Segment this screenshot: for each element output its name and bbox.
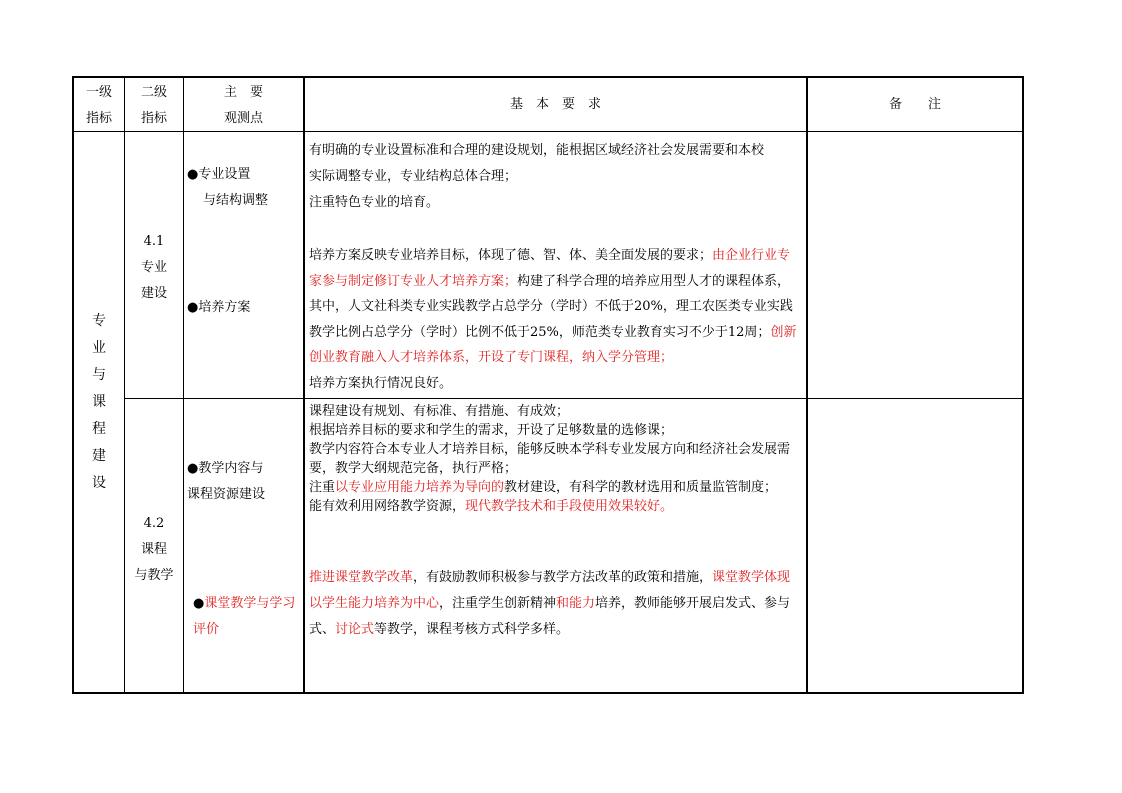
section2-req2-s8: 等教学，课程考核方式科学多样。: [374, 622, 570, 637]
table-row-divider: [124, 398, 1024, 399]
header-level1: [74, 80, 124, 132]
section2-req1-l2: 根据培养目标的要求和学生的需求，开设了足够数量的选修课；: [309, 423, 674, 438]
section1-requirement-1: [305, 138, 806, 216]
section1-req2-seg5: 培养方案执行情况良好。: [309, 375, 453, 391]
header-requirement: 基 本 要 求: [509, 97, 601, 112]
table-border-right: [1022, 76, 1024, 694]
table-border-top: [72, 76, 1024, 78]
section2-req2-s7: 讨论式: [335, 622, 375, 637]
header-observe: [184, 80, 303, 132]
section1-code: 4.1: [143, 234, 165, 249]
section2-req2-s2: ，有鼓励教师积极参与教学方法改革的政策和措施，: [413, 570, 713, 585]
header-level2-line1: 二级: [140, 85, 167, 100]
section1-requirement-2: [305, 243, 806, 396]
section2-point2-text: 课堂教学与学习评价: [193, 596, 296, 637]
section2-req2-s4: ，注重学生创新精神: [439, 596, 557, 611]
table-col-divider-4: [806, 76, 808, 694]
header-level2-line2: 指标: [140, 111, 167, 126]
section1-req1-line1: 有明确的专业设置标准和合理的建设规划，能根据区域经济社会发展需要和本校: [309, 143, 765, 158]
section2-point1: [187, 456, 301, 508]
table-col-divider-2: [183, 76, 184, 694]
category-char: 设: [92, 475, 106, 491]
section2-req2-s5: 和能力: [556, 596, 596, 611]
category-char: 建: [92, 448, 106, 464]
section1-name-line1: 专业: [140, 260, 167, 275]
section1-point1: [187, 162, 301, 214]
section1-point2: [187, 295, 301, 321]
table-col-divider-1: [124, 76, 125, 694]
section1-level2: [125, 229, 183, 307]
section2-req2-s6: 培养，教师能够开展启发式、参与式、: [309, 596, 791, 637]
section2-level2: [125, 511, 183, 589]
section1-req1-line3: 注重特色专业的培育。: [309, 195, 440, 210]
section1-req2-seg1: 培养方案反映专业培养目标，体现了德、智、体、美全面发展的要求；: [309, 248, 713, 263]
section2-point1-line1: 教学内容与: [198, 461, 264, 476]
header-level1-line1: 一级: [85, 85, 112, 100]
section2-req2-s1: 推进课堂教学改革: [309, 570, 414, 585]
section1-req1-line2: 实际调整专业，专业结构总体合理；: [309, 169, 518, 184]
section1-req2-seg4: 创新创业教育融入人才培养体系，开设了专门课程，纳入学分管理；: [309, 324, 797, 365]
section1-name-line2: 建设: [140, 286, 167, 301]
section2-req1-l5b: 现代教学技术和手段使用效果较好。: [465, 499, 674, 514]
header-level1-line2: 指标: [85, 111, 112, 126]
section1-point1-line2: 与结构调整: [203, 193, 269, 208]
section1-point1-line1: 专业设置: [198, 167, 251, 182]
section1-req2-seg2: 由企业行业专家参与制定修订专业人才培养方案；: [309, 248, 791, 289]
section2-req1-l3: 教学内容符合本专业人才培养目标，能够反映本学科专业发展方向和经济社会发展需要，教学大纲规范完备，执行严格；: [309, 442, 791, 476]
category-label: [74, 308, 124, 497]
table-border-bottom: [72, 692, 1024, 694]
category-char: 程: [92, 421, 106, 437]
section2-requirement-1: [305, 402, 806, 516]
header-observe-line2: 观测点: [223, 111, 263, 126]
bullet-icon: ●: [193, 596, 205, 611]
header-observe-line1: 主 要: [223, 85, 263, 100]
section2-point1-line2: 课程资源建设: [187, 487, 266, 502]
section2-name-line2: 与教学: [134, 568, 174, 583]
section2-name-line1: 课程: [140, 542, 167, 557]
section2-req2-s3: 课堂教学体现以学生能力培养为中心: [309, 570, 791, 611]
category-char: 专: [92, 313, 106, 329]
bullet-icon: ●: [187, 167, 199, 182]
section2-point2: [187, 591, 301, 643]
section2-req1-l4c: 教材建设，有科学的教材选用和质量监管制度；: [504, 480, 778, 495]
category-char: 与: [92, 367, 106, 383]
section2-code: 4.2: [143, 516, 165, 531]
category-char: 课: [92, 394, 106, 410]
section1-req2-seg3: 构建了科学合理的培养应用型人才的课程体系，其中，人文社科类专业实践教学占总学分（学时）不低于20%，理工农医类专业实践教学比例占总学分（学时）比例不低于25%，师范类专业教育实习不少于12周；: [309, 273, 793, 340]
section2-req1-l4b: 以专业应用能力培养为导向的: [335, 480, 505, 495]
header-remark: 备 注: [888, 97, 941, 112]
header-level2: [125, 80, 183, 132]
bullet-icon: ●: [187, 461, 199, 476]
category-char: 业: [92, 340, 106, 356]
section2-requirement-2: [305, 565, 806, 643]
bullet-icon: ●: [187, 300, 199, 315]
section1-point2-text: 培养方案: [198, 300, 251, 315]
section2-req1-l5a: 能有效利用网络教学资源，: [309, 499, 466, 514]
section2-req1-l4a: 注重: [309, 480, 336, 495]
section2-req1-l1: 课程建设有规划、有标准、有措施、有成效；: [309, 404, 570, 419]
